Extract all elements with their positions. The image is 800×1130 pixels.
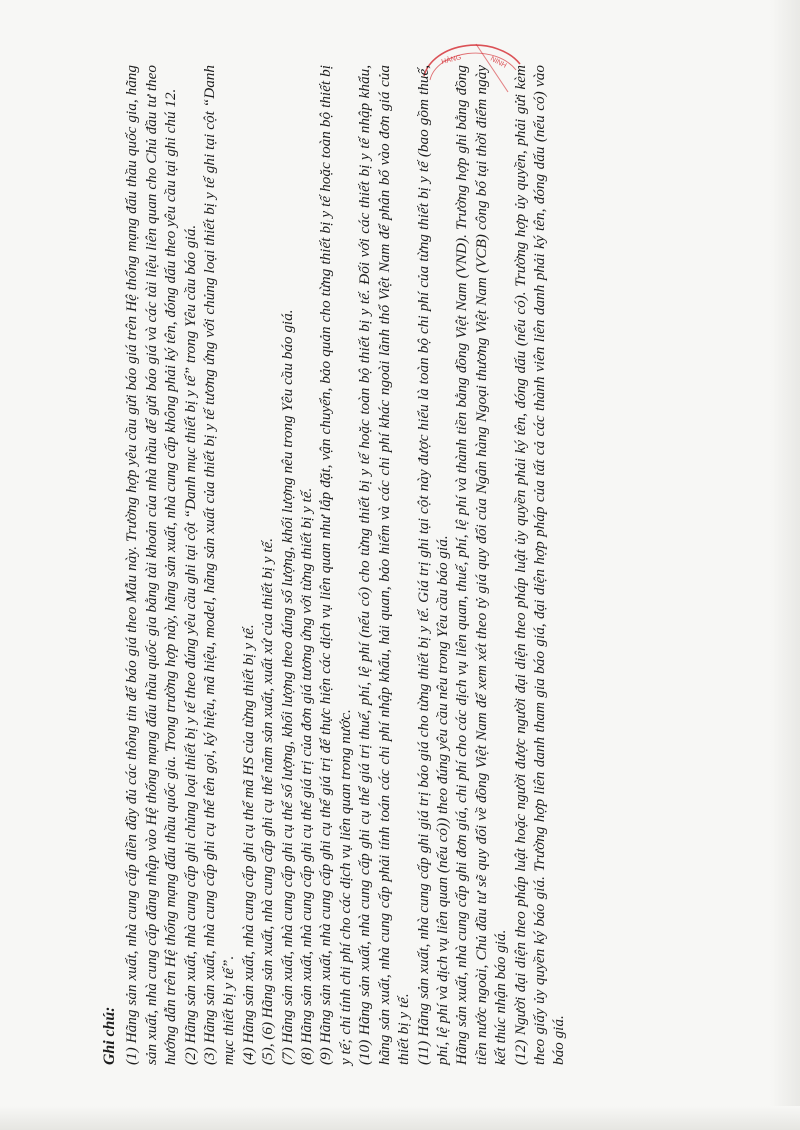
scan-edge-bottom (0, 1106, 800, 1130)
note-7: (7) Hãng sản xuất, nhà cung cấp ghi cụ thể số lượng, khối lượng theo đúng số lượng, khối lượng nêu trong Yêu cầu báo giá. (278, 309, 296, 1065)
note-10: (10) Hãng sản xuất, nhà cung cấp ghi cụ thể giá trị thuế, phí, lệ phí (nếu có) cho từng thiết bị y tế hoặc toàn bộ thiết bị y tế. Đối với các thiết bị y tế nhập khẩu, hãng sản xuất, nhà cung cấp phải tính toán các chi phí nhập khẩu, hải quan, bảo hiểm và các chi phí khác ngoài lãnh thổ Việt Nam để phân bổ vào đơn giá của thiết bị y tế. (356, 65, 413, 1065)
notes-heading: Ghi chú: (101, 1006, 118, 1065)
note-4: (4) Hãng sản xuất, nhà cung cấp ghi cụ thể mã HS của từng thiết bị y tế. (239, 624, 257, 1065)
note-12: (12) Người đại diện theo pháp luật hoặc người được người đại diện theo pháp luật ủy quyền phải ký tên, đóng dấu (nếu có). Trường hợp ủy quyền, phải gửi kèm theo giấy ủy quyền ký báo giá. Trường hợp liên danh tham gia báo giá, đại diện hợp pháp của tất cả các thành viên liên danh phải ký tên, đóng dấu (nếu có) vào báo giá. (511, 65, 568, 1065)
note-3: (3) Hãng sản xuất, nhà cung cấp ghi cụ thể tên gọi, ký hiệu, mã hiệu, model, hãng sản xuất của thiết bị y tế tương ứng với chủng loại thiết bị y tế ghi tại cột “Danh mục thiết bị y tế”. (201, 65, 238, 1065)
note-8: (8) Hãng sản xuất, nhà cung cấp ghi cụ thể giá trị của đơn giá tương ứng với từng thiết bị y tế. (298, 487, 316, 1065)
note-9: (9) Hãng sản xuất, nhà cung cấp ghi cụ thể giá trị để thực hiện các dịch vụ liên quan như lắp đặt, vận chuyển, bảo quản cho từng thiết bị y tế hoặc toàn bộ thiết bị y tế; chỉ tính chi phí cho các dịch vụ liên quan trong nước. (317, 65, 354, 1065)
note-11: (11) Hãng sản xuất, nhà cung cấp ghi giá trị báo giá cho từng thiết bị y tế. Giá trị ghi tại cột này được hiểu là toàn bộ chi phí của từng thiết bị y tế (bao gồm thuế, phí, lệ phí và dịch vụ liên quan (nếu có)) theo đúng yêu cầu nêu trong Yêu cầu báo giá. (414, 65, 451, 1065)
note-1: (1) Hãng sản xuất, nhà cung cấp điền đầy đủ các thông tin để báo giá theo Mẫu này. Trường hợp yêu cầu gửi báo giá trên Hệ thống mạng đấu thầu quốc gia, hãng sản xuất, nhà cung cấp đăng nhập vào Hệ thống mạng đấu thầu quốc gia bằng tài khoản của nhà thầu để gửi báo giá và các tài liệu liên quan cho Chủ đầu tư theo hướng dẫn trên Hệ thống mạng đấu thầu quốc gia. Trong trường hợp này, hãng sản xuất, nhà cung cấp không phải ký tên, đóng dấu theo yêu cầu tại ghi chú 12. (123, 65, 180, 1065)
note-2: (2) Hãng sản xuất, nhà cung cấp ghi chủng loại thiết bị y tế theo đúng yêu cầu ghi tại cột “Danh mục thiết bị y tế” trong Yêu cầu báo giá. (181, 224, 199, 1065)
stamp-text-right: NINH (489, 55, 508, 70)
note-5-6: (5), (6) Hãng sản xuất, nhà cung cấp ghi cụ thể năm sản xuất, xuất xứ của thiết bị y tế. (259, 537, 277, 1065)
note-11-currency: Hãng sản xuất, nhà cung cấp ghi đơn giá, chi phí cho các dịch vụ liên quan, thuế, phí, lệ phí và thành tiền bằng đồng Việt Nam (VND). Trường hợp ghi bằng đồng tiền nước ngoài, Chủ đầu tư sẽ quy đổi về đồng Việt Nam để xem xét theo tỷ giá quy đổi của Ngân hàng Ngoại thương Việt Nam (VCB) công bố tại thời điểm ngày kết thúc nhận báo giá. (453, 65, 510, 1065)
scan-edge-right (770, 0, 800, 1130)
stamp-text-left: HÀNG (440, 54, 463, 66)
notes-block (100, 65, 660, 1065)
